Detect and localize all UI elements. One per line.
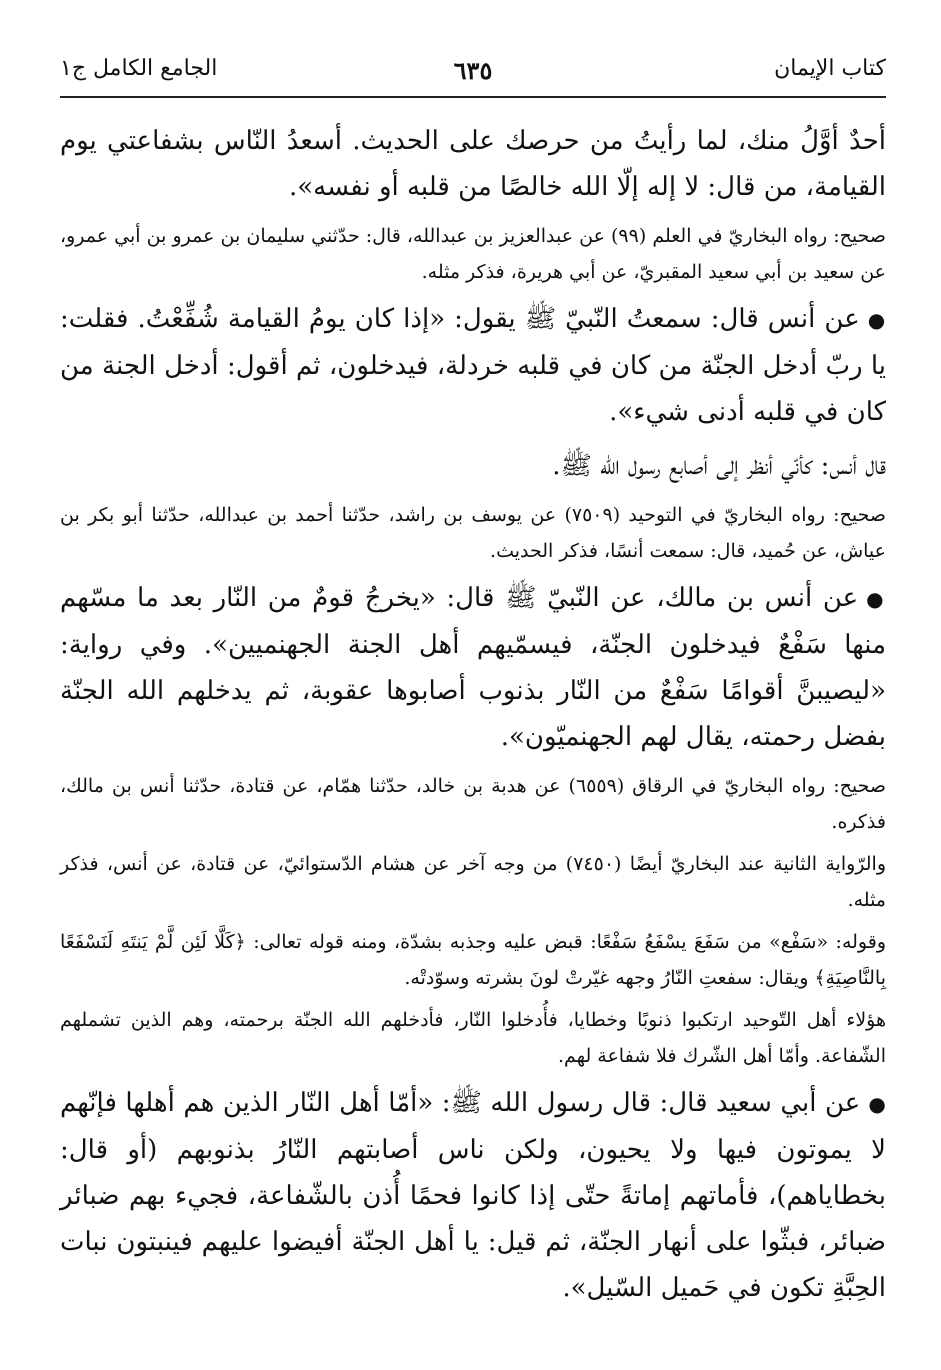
page-header <box>60 50 886 98</box>
page-number: ٦٣٥ <box>453 56 493 85</box>
hadith-grading-note <box>60 218 886 290</box>
paragraph-text: أحدٌ أوَّلُ منك، لما رأيتُ من حرصك على الحديث. أسعدُ النّاس بشفاعتي يوم القيامة، من قال: لا إله إلّا الله خالصًا من قلبه أو نفسه». <box>60 126 886 202</box>
paragraph-text: عن أنس قال: سمعتُ النّبيّ ﷺ يقول: «إذا كان يومُ القيامة شُفِّعْتُ. فقلت: يا ربّ أدخل الجنّة من كان في قلبه خردلة، فيدخلون، ثم أقول: أدخل الجنة من كان في قلبه أدنى شيء». <box>60 304 886 427</box>
hadith-text <box>60 118 886 210</box>
book-title: الجامع الكامل ج١ <box>60 56 218 81</box>
paragraph-text: وقوله: «سَفْع» من سَفَعَ يسْفَعُ سَفْعًا: قبض عليه وجذبه بشدّة، ومنه قوله تعالى: ﴿كَلَّا لَئِن لَّمْ يَنتَهِ لَنَسْفَعًا بِالنَّاصِيَةِ﴾ ويقال: سفعتِ النّارُ وجهه غيّرتْ لونَ بشرته وسوّدتْه. <box>60 931 886 989</box>
commentary-note <box>60 1002 886 1074</box>
paragraph-text: صحيح: رواه البخاريّ في التوحيد (٧٥٠٩) عن يوسف بن راشد، حدّثنا أحمد بن عبدالله، حدّثنا أبو بكر بن عياش، عن حُميد، قال: سمعت أنسًا، فذكر الحديث. <box>60 504 886 562</box>
paragraph-text: صحيح: رواه البخاريّ في العلم (٩٩) عن عبدالعزيز بن عبدالله، قال: حدّثني سليمان بن عمرو بن أبي عمرو، عن سعيد بن أبي سعيد المقبريّ، عن أبي هريرة، فذكر مثله. <box>60 225 886 283</box>
hadith-text <box>60 575 886 760</box>
paragraph-text: صحيح: رواه البخاريّ في الرقاق (٦٥٥٩) عن هدبة بن خالد، حدّثنا همّام، عن قتادة، حدّثنا أنس بن مالك، فذكره. <box>60 775 886 833</box>
hadith-text <box>60 1080 886 1311</box>
paragraph-text: عن أنس بن مالك، عن النّبيّ ﷺ قال: «يخرجُ قومٌ من النّار بعد ما مسّهم منها سَفْعٌ فيدخلون الجنّة، فيسمّيهم أهل الجنة الجهنميين». وفي رواية: «ليصيبنَّ أقوامًا سَفْعٌ من النّار بذنوب أصابوها عقوبة، ثم يدخلهم الله الجنّة بفضل رحمته، يقال لهم الجهنميّون». <box>60 583 887 752</box>
paragraph-text: عن أبي سعيد قال: قال رسول الله ﷺ: «أمّا أهل النّار الذين هم أهلها فإنّهم لا يموتون فيها ولا يحيون، ولكن ناس أصابتهم النّارُ بذنوبهم (أو قال: بخطاياهم)، فأماتهم إماتةً حتّى إذا كانوا فحمًا أُذن بالشّفاعة، فجيء بهم ضبائر ضبائر، فبثّوا على أنهار الجنّة، ثم قيل: يا أهل الجنّة أفيضوا عليهم فينبتون نبات الحِبَّةِ تكون في حَميل السّيل». <box>60 1088 886 1303</box>
hadith-grading-note <box>60 497 886 569</box>
paragraph-text: هؤلاء أهل التّوحيد ارتكبوا ذنوبًا وخطايا، فأُدخلوا النّار، فأدخلهم الله الجنّة برحمته، وهم الذين تشملهم الشّفاعة. وأمّا أهل الشّرك فلا شفاعة لهم. <box>60 1009 886 1067</box>
book-page <box>60 50 886 1319</box>
bullet-icon: ● <box>866 587 886 611</box>
hadith-text <box>60 443 886 489</box>
paragraph-text: والرّواية الثانية عند البخاريّ أيضًا (٧٤٥٠) من وجه آخر عن هشام الدّستوائيّ، عن قتادة، عن أنس، فذكر مثله. <box>60 853 886 911</box>
bullet-icon: ● <box>867 308 887 332</box>
hadith-grading-note <box>60 768 886 840</box>
page-content <box>60 118 886 1311</box>
commentary-note <box>60 846 886 918</box>
paragraph-text: قال أنس: كأنّي أنظر إلى أصابع رسول الله ﷺ. <box>552 451 886 481</box>
chapter-title: كتاب الإيمان <box>774 56 886 81</box>
commentary-note <box>60 924 886 996</box>
bullet-icon: ● <box>868 1092 887 1116</box>
hadith-text <box>60 296 886 435</box>
